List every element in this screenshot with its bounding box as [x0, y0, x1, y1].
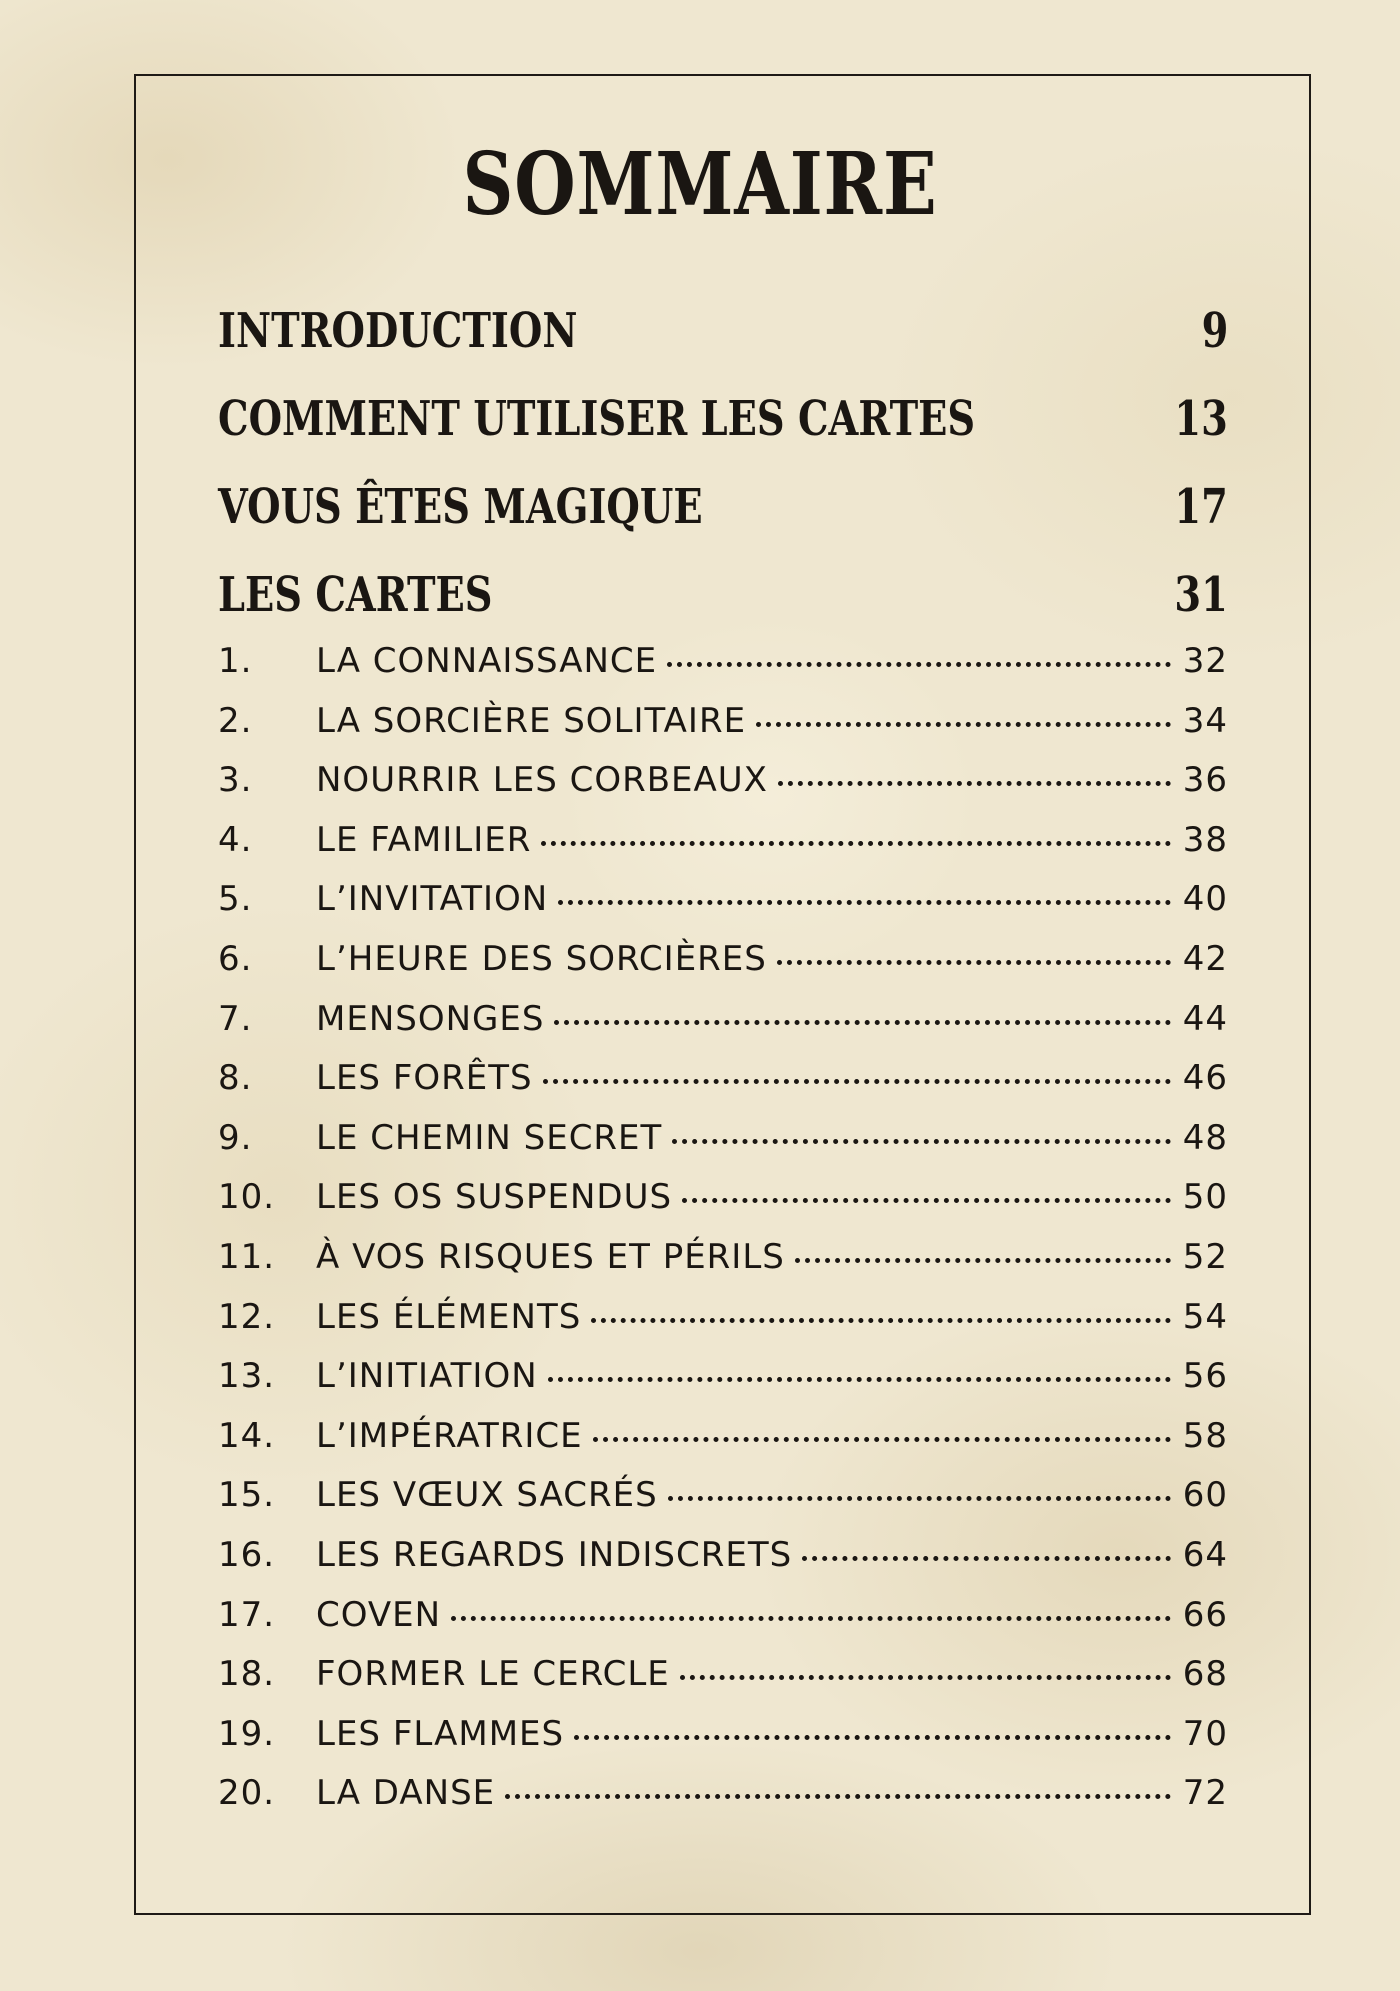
dot-leader — [778, 781, 1171, 786]
card-title: MENSONGES — [316, 998, 545, 1039]
dot-leader — [541, 841, 1170, 846]
card-title: LES FORÊTS — [316, 1058, 533, 1099]
dot-leader — [795, 1258, 1171, 1263]
dot-leader — [451, 1616, 1171, 1621]
card-list — [218, 635, 1228, 1827]
card-number: 15. — [218, 1475, 276, 1516]
card-title: LA SORCIÈRE SOLITAIRE — [316, 700, 747, 741]
toc-section-title: COMMENT UTILISER LES CARTES — [218, 391, 976, 447]
dot-leader — [672, 1139, 1170, 1144]
card-page: 64 — [1182, 1534, 1228, 1575]
card-page: 50 — [1182, 1177, 1228, 1218]
card-number: 13. — [218, 1356, 276, 1397]
dot-leader — [548, 1377, 1171, 1382]
card-title: LA DANSE — [316, 1773, 496, 1814]
card-title: L’INVITATION — [316, 879, 549, 920]
card-entry[interactable] — [218, 1469, 1228, 1529]
card-entry[interactable] — [218, 1767, 1228, 1827]
card-title: À VOS RISQUES ET PÉRILS — [316, 1236, 785, 1277]
card-entry[interactable] — [218, 1708, 1228, 1768]
card-page: 56 — [1182, 1356, 1228, 1397]
dot-leader — [574, 1735, 1171, 1740]
card-title: LES OS SUSPENDUS — [316, 1177, 673, 1218]
card-number: 12. — [218, 1296, 276, 1337]
toc-section-title: LES CARTES — [218, 567, 493, 623]
card-entry[interactable] — [218, 1112, 1228, 1172]
card-entry[interactable] — [218, 1350, 1228, 1410]
dot-leader — [802, 1556, 1171, 1561]
toc-section-title: INTRODUCTION — [218, 303, 578, 359]
dot-leader — [591, 1318, 1170, 1323]
card-number: 1. — [218, 641, 253, 681]
card-title: NOURRIR LES CORBEAUX — [316, 760, 768, 801]
dot-leader — [668, 1496, 1171, 1501]
card-page: 34 — [1182, 700, 1228, 741]
card-title: COVEN — [316, 1594, 442, 1635]
card-title: LA CONNAISSANCE — [316, 641, 658, 681]
card-entry[interactable] — [218, 635, 1228, 695]
card-number: 11. — [218, 1236, 276, 1277]
card-title: L’INITIATION — [316, 1356, 538, 1397]
card-title: LES ÉLÉMENTS — [316, 1296, 582, 1337]
toc-section[interactable] — [218, 296, 1228, 366]
dot-leader — [667, 662, 1171, 667]
card-number: 14. — [218, 1415, 276, 1456]
card-number: 16. — [218, 1534, 276, 1575]
toc-section-page: 9 — [1201, 303, 1228, 359]
card-entry[interactable] — [218, 1291, 1228, 1351]
card-page: 38 — [1182, 819, 1228, 860]
card-entry[interactable] — [218, 695, 1228, 755]
card-number: 20. — [218, 1773, 276, 1814]
card-page: 52 — [1182, 1236, 1228, 1277]
dot-leader — [682, 1198, 1171, 1203]
dot-leader — [756, 722, 1171, 727]
card-page: 48 — [1182, 1117, 1228, 1158]
page-title: SOMMAIRE — [462, 134, 938, 235]
card-number: 6. — [218, 938, 253, 979]
card-title: FORMER LE CERCLE — [316, 1654, 670, 1695]
card-number: 19. — [218, 1713, 276, 1754]
card-title: LE CHEMIN SECRET — [316, 1117, 663, 1158]
card-entry[interactable] — [218, 873, 1228, 933]
card-entry[interactable] — [218, 754, 1228, 814]
card-page: 72 — [1182, 1773, 1228, 1814]
card-entry[interactable] — [218, 814, 1228, 874]
card-number: 7. — [218, 998, 253, 1039]
card-page: 68 — [1182, 1654, 1228, 1695]
toc-section-page: 17 — [1174, 479, 1228, 535]
card-page: 32 — [1182, 641, 1228, 681]
card-entry[interactable] — [218, 1529, 1228, 1589]
card-number: 2. — [218, 700, 253, 741]
card-title: LES FLAMMES — [316, 1713, 565, 1754]
card-number: 17. — [218, 1594, 276, 1635]
card-number: 10. — [218, 1177, 276, 1218]
dot-leader — [554, 1020, 1170, 1025]
card-entry[interactable] — [218, 1052, 1228, 1112]
card-page: 54 — [1182, 1296, 1228, 1337]
dot-leader — [505, 1794, 1171, 1799]
card-entry[interactable] — [218, 1589, 1228, 1649]
dot-leader — [777, 960, 1171, 965]
card-page: 44 — [1182, 998, 1228, 1039]
card-title: LES REGARDS INDISCRETS — [316, 1534, 793, 1575]
card-page: 42 — [1182, 938, 1228, 979]
card-page: 36 — [1182, 760, 1228, 801]
card-entry[interactable] — [218, 1648, 1228, 1708]
toc-section-page: 13 — [1174, 391, 1228, 447]
card-number: 18. — [218, 1654, 276, 1695]
card-page: 58 — [1182, 1415, 1228, 1456]
toc-section[interactable] — [218, 560, 1228, 630]
dot-leader — [593, 1437, 1171, 1442]
card-title: L’IMPÉRATRICE — [316, 1415, 583, 1456]
card-title: L’HEURE DES SORCIÈRES — [316, 938, 767, 979]
toc-section-page: 31 — [1174, 567, 1228, 623]
card-title: LES VŒUX SACRÉS — [316, 1475, 658, 1516]
card-number: 4. — [218, 819, 253, 860]
card-entry[interactable] — [218, 1171, 1228, 1231]
card-page: 46 — [1182, 1058, 1228, 1099]
card-page: 70 — [1182, 1713, 1228, 1754]
toc-section-title: VOUS ÊTES MAGIQUE — [218, 479, 703, 535]
card-number: 9. — [218, 1117, 253, 1158]
toc-section[interactable] — [218, 472, 1228, 542]
card-number: 3. — [218, 760, 253, 801]
card-page: 66 — [1182, 1594, 1228, 1635]
dot-leader — [680, 1675, 1171, 1680]
card-page: 60 — [1182, 1475, 1228, 1516]
card-entry[interactable] — [218, 1410, 1228, 1470]
card-page: 40 — [1182, 879, 1228, 920]
dot-leader — [543, 1079, 1171, 1084]
dot-leader — [558, 900, 1170, 905]
toc-section[interactable] — [218, 384, 1228, 454]
card-number: 8. — [218, 1058, 253, 1099]
card-entry[interactable] — [218, 1231, 1228, 1291]
card-title: LE FAMILIER — [316, 819, 532, 860]
card-entry[interactable] — [218, 933, 1228, 993]
card-entry[interactable] — [218, 993, 1228, 1053]
card-number: 5. — [218, 879, 253, 920]
